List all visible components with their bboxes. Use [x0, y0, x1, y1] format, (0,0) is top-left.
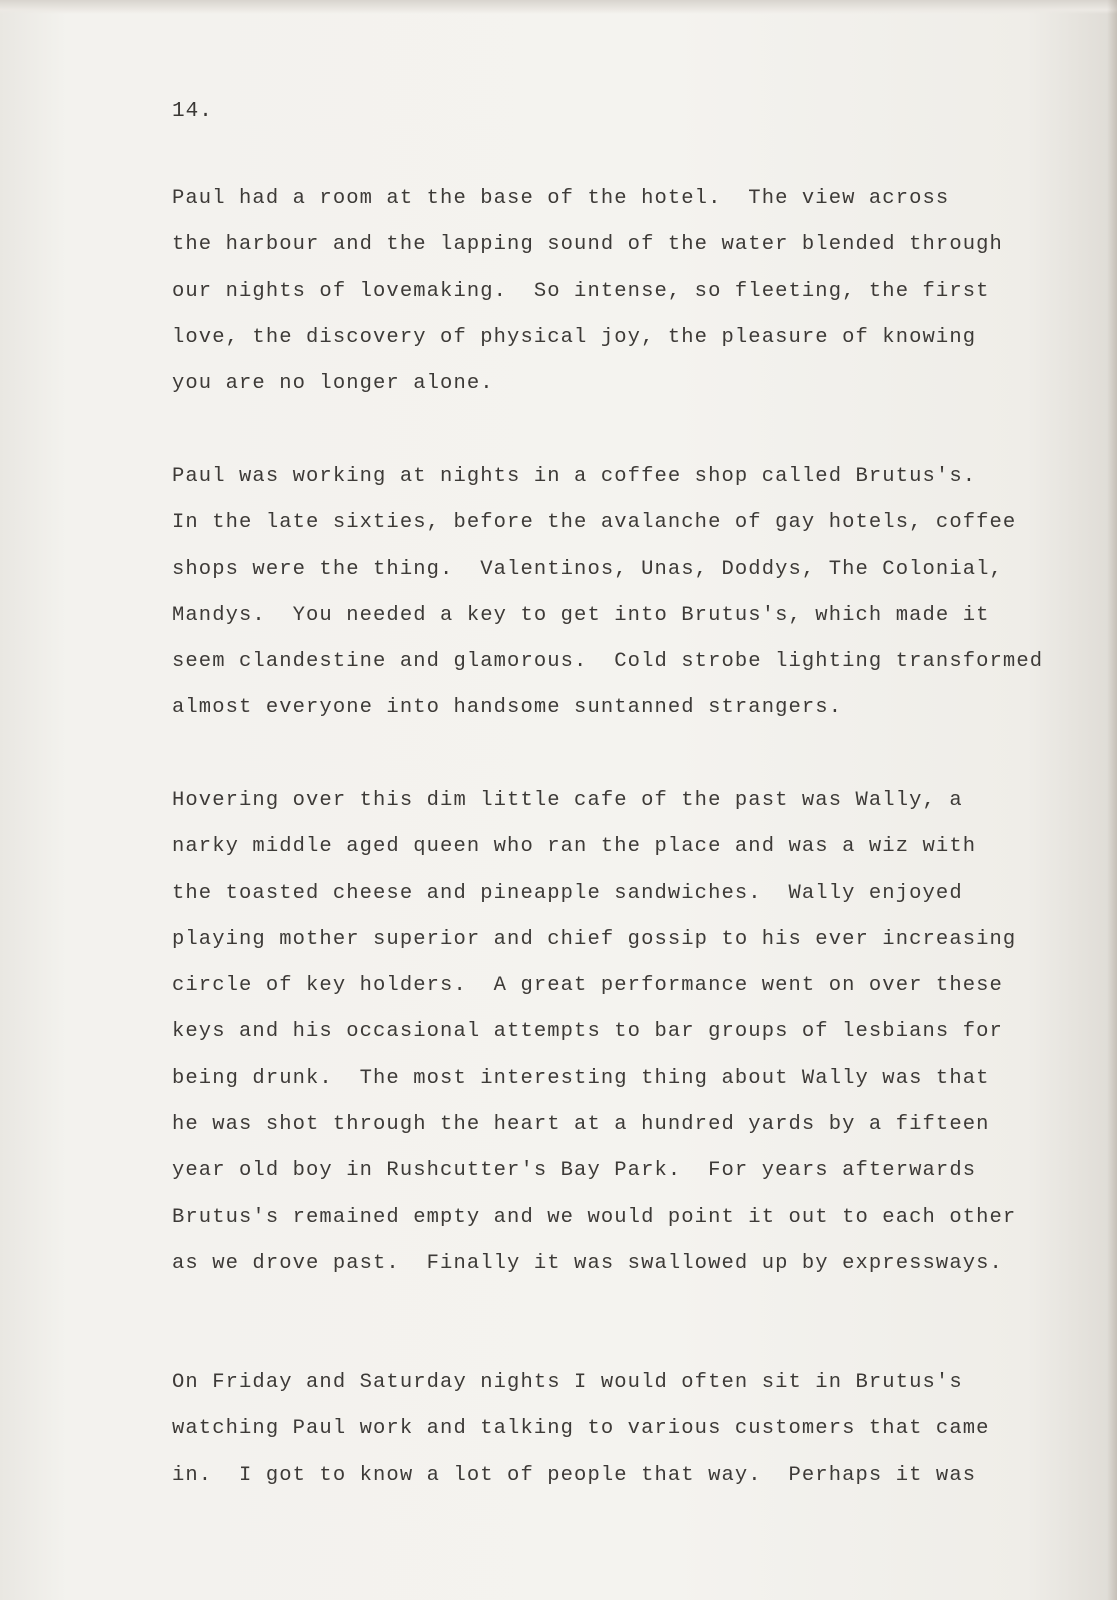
text-line: Paul was working at nights in a coffee shop called Brutus's. — [172, 465, 977, 488]
paper-top-edge — [0, 0, 1117, 14]
text-line: keys and his occasional attempts to bar groups of lesbians for — [172, 1020, 1003, 1044]
paper-right-edge — [1107, 0, 1117, 1600]
text-line: love, the discovery of physical joy, the pleasure of knowing — [172, 325, 977, 349]
text-line: narky middle aged queen who ran the place and was a wiz with — [172, 835, 977, 859]
text-line: playing mother superior and chief gossip to his ever increasing — [172, 927, 1017, 951]
page-number: 14. — [172, 100, 213, 123]
text-line: shops were the thing. Valentinos, Unas, Doddys, The Colonial, — [172, 557, 1003, 581]
text-line: almost everyone into handsome suntanned strangers. — [172, 696, 843, 720]
text-line: year old boy in Rushcutter's Bay Park. For years afterwards — [172, 1159, 977, 1183]
text-line: Paul had a room at the base of the hotel. The view across — [172, 187, 950, 210]
text-line: you are no longer alone. — [172, 372, 494, 396]
text-line: On Friday and Saturday nights I would often sit in Brutus's — [172, 1371, 963, 1394]
text-line: he was shot through the heart at a hundred yards by a fifteen — [172, 1113, 990, 1137]
paragraph-1 — [172, 176, 1003, 407]
text-line: In the late sixties, before the avalanche of gay hotels, coffee — [172, 511, 1017, 535]
paragraph-3 — [172, 778, 1016, 1287]
paragraph-2 — [172, 454, 1043, 732]
text-line: being drunk. The most interesting thing about Wally was that — [172, 1066, 990, 1090]
text-line: as we drove past. Finally it was swallowed up by expressways. — [172, 1251, 1003, 1275]
text-line: our nights of lovemaking. So intense, so fleeting, the first — [172, 279, 990, 303]
text-line: circle of key holders. A great performance went on over these — [172, 974, 1003, 998]
text-line: seem clandestine and glamorous. Cold strobe lighting transformed — [172, 650, 1044, 674]
text-line: the harbour and the lapping sound of the water blended through — [172, 233, 1003, 257]
paragraph-4 — [172, 1360, 990, 1499]
text-line: Hovering over this dim little cafe of the past was Wally, a — [172, 789, 963, 812]
text-line: in. I got to know a lot of people that way. Perhaps it was — [172, 1463, 977, 1487]
text-line: Brutus's remained empty and we would point it out to each other — [172, 1205, 1017, 1229]
text-line: watching Paul work and talking to various customers that came — [172, 1417, 990, 1441]
text-line: Mandys. You needed a key to get into Brutus's, which made it — [172, 603, 990, 627]
text-line: the toasted cheese and pineapple sandwiches. Wally enjoyed — [172, 881, 963, 905]
